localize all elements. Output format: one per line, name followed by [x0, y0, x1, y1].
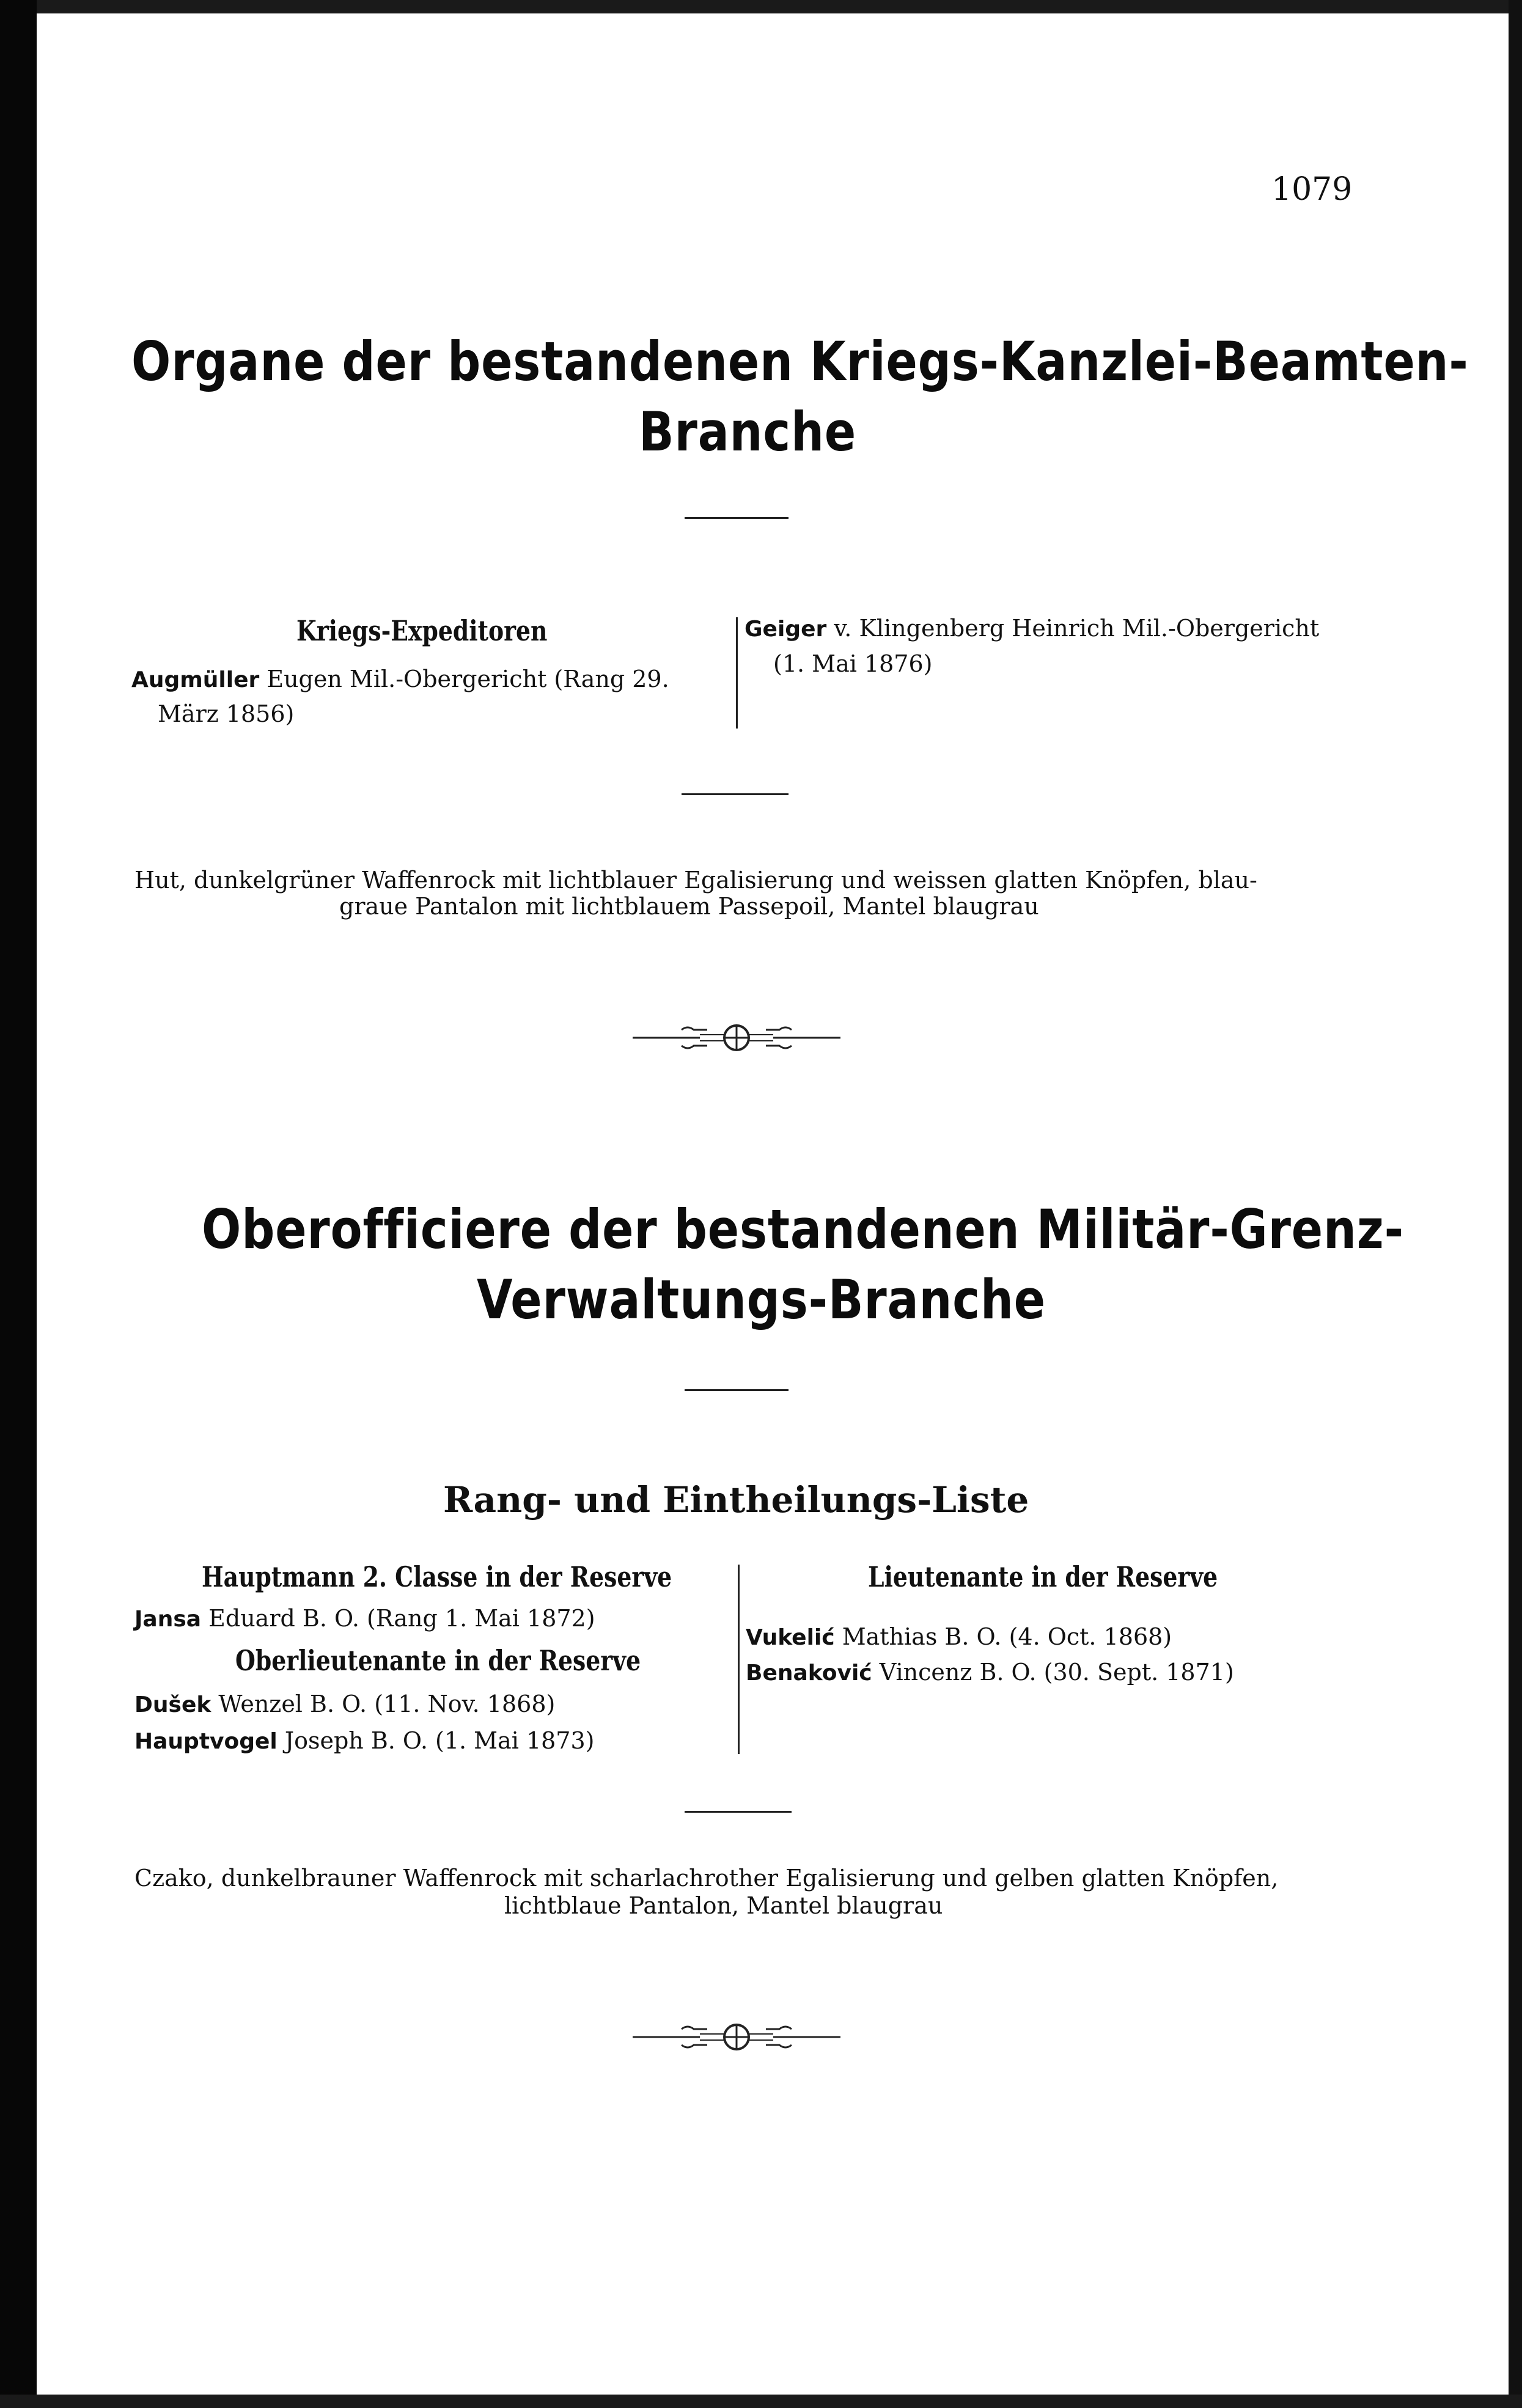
right-heading-lieutenante: Lieutenante in der Reserve	[868, 1560, 1218, 1593]
section1-title-line1: Organe der bestandenen Kriegs-Kanzlei-Beamten-	[131, 330, 1469, 393]
section1-title-line2: Branche	[639, 400, 857, 463]
scan-border-top	[0, 0, 1522, 13]
list-entry	[746, 1655, 1234, 1690]
entry-text: Eduard B. O. (Rang 1. Mai 1872)	[201, 1605, 595, 1632]
divider	[685, 1811, 792, 1813]
page-number: 1079	[1271, 171, 1353, 208]
entry-text: Wenzel B. O. (11. Nov. 1868)	[211, 1690, 556, 1717]
person-name: Vukelić	[746, 1625, 835, 1650]
entry-text: Mathias B. O. (4. Oct. 1868)	[834, 1623, 1172, 1650]
entry-text: Eugen Mil.-Obergericht (Rang 29.	[259, 666, 669, 692]
section2-uniform-line1: Czako, dunkelbrauner Waffenrock mit scharlachrother Egalisierung und gelben glatten Knöpfen,	[134, 1865, 1279, 1892]
scan-border-bottom	[0, 2395, 1522, 2408]
entry-text: v. Klingenberg Heinrich Mil.-Obergericht	[826, 615, 1320, 642]
divider	[685, 517, 789, 519]
section1-right-entry-cont: (1. Mai 1876)	[773, 650, 933, 677]
scan-border-right	[1509, 0, 1522, 2408]
divider	[685, 1389, 789, 1391]
person-name: Geiger	[744, 617, 827, 642]
ornament-divider-icon	[633, 1018, 840, 1058]
person-name: Hauptvogel	[134, 1729, 278, 1754]
divider	[682, 793, 789, 795]
ornament-divider-icon	[633, 2017, 840, 2057]
list-entry	[134, 1687, 555, 1722]
column-divider	[736, 617, 738, 729]
person-name: Jansa	[134, 1607, 202, 1632]
list-entry	[134, 1601, 595, 1637]
list-entry	[746, 1620, 1172, 1655]
person-name: Benaković	[746, 1661, 872, 1686]
list-title: Rang- und Eintheilungs-Liste	[443, 1479, 1029, 1521]
list-entry	[134, 1723, 594, 1759]
section1-right-entry	[744, 611, 1319, 647]
scan-border-left	[0, 0, 37, 2408]
person-name: Dušek	[134, 1692, 211, 1717]
section1-uniform-line2: graue Pantalon mit lichtblauem Passepoil, Mantel blaugrau	[339, 893, 1039, 920]
entry-text: Joseph B. O. (1. Mai 1873)	[277, 1727, 595, 1754]
section1-left-entry	[131, 662, 669, 697]
section2-uniform-line2: lichtblaue Pantalon, Mantel blaugrau	[504, 1892, 943, 1919]
section1-subheading: Kriegs-Expeditoren	[296, 614, 548, 647]
section1-uniform-line1: Hut, dunkelgrüner Waffenrock mit lichtblauer Egalisierung und weissen glatten Knöpfen, blau-	[134, 867, 1257, 894]
section2-title-line2: Verwaltungs-Branche	[477, 1268, 1046, 1331]
person-name: Augmüller	[131, 667, 260, 692]
section2-title-line1: Oberofficiere der bestandenen Militär-Grenz-	[202, 1198, 1404, 1261]
left-heading-rank: Hauptmann 2. Classe in der Reserve	[202, 1560, 672, 1593]
column-divider	[738, 1565, 740, 1754]
left-heading-oberlieutenante: Oberlieutenante in der Reserve	[235, 1644, 641, 1677]
section1-left-entry-cont: März 1856)	[158, 700, 295, 727]
entry-text: Vincenz B. O. (30. Sept. 1871)	[872, 1659, 1234, 1686]
